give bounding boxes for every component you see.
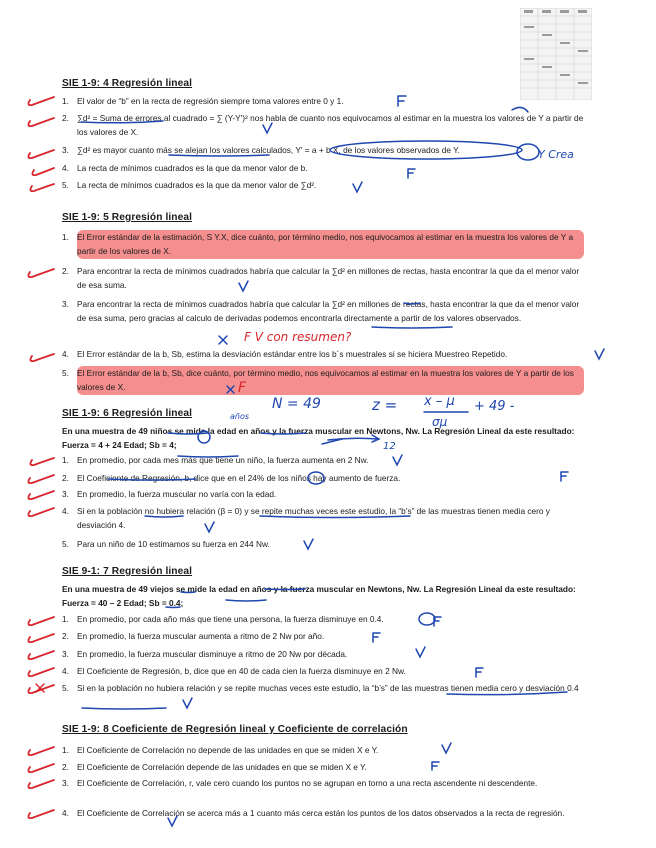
item-text: Para encontrar la recta de mínimos cuadrados habría que calcular la ∑d² en millones de rectas, hasta encontrar la que da el menor valor de esa suma, pero gracias al calculo de derivadas podemos encontrarla directamente a partir de los valores observados. bbox=[77, 299, 580, 324]
item-number: 1. bbox=[62, 455, 69, 465]
item-text: ∑d² es mayor cuanto más se alejan los valores calculados, Y' = a + b X, de los valores observados de Y. bbox=[77, 145, 460, 155]
item-text: El Error estándar de la estimación, S Y.X, dice cuánto, por término medio, nos equivocamos al estimar en la muestra los valores de Y a partir de los valores de X. bbox=[77, 230, 584, 259]
section-title-sie-6: SIE 1-9: 6 Regresión lineal bbox=[62, 408, 193, 419]
question-item bbox=[62, 453, 584, 467]
item-text: Para encontrar la recta de mínimos cuadrados habría que calcular la ∑d² en millones de rectas, hasta encontrar la que da el menor valor de esa suma. bbox=[77, 266, 580, 291]
item-number: 5. bbox=[62, 180, 69, 190]
item-number: 3. bbox=[62, 649, 69, 659]
item-number: 1. bbox=[62, 614, 69, 624]
item-number: 4. bbox=[62, 666, 69, 676]
section-title-sie-8: SIE 1-9: 8 Coeficiente de Regresión lineal y Coeficiente de correlación bbox=[62, 724, 408, 735]
section-title-sie-5: SIE 1-9: 5 Regresión lineal bbox=[62, 212, 193, 223]
item-text: En promedio, la fuerza muscular aumenta a ritmo de 2 Nw por año. bbox=[77, 631, 325, 641]
item-number: 4. bbox=[62, 163, 69, 173]
item-text: El Coeficiente de Correlación se acerca más a 1 cuanto más cerca están los puntos de los datos observados a la recta de regresión. bbox=[77, 808, 565, 818]
item-text: El valor de “b” en la recta de regresión siempre toma valores entre 0 y 1. bbox=[77, 96, 344, 106]
question-item bbox=[62, 347, 584, 361]
question-item bbox=[62, 664, 584, 678]
section-title-sie-7: SIE 9-1: 7 Regresión lineal bbox=[62, 566, 193, 577]
question-item bbox=[62, 629, 584, 643]
question-item bbox=[62, 143, 584, 157]
item-number: 4. bbox=[62, 808, 69, 818]
question-item bbox=[62, 806, 584, 820]
annotation-anos: años bbox=[230, 412, 250, 421]
annotation-red-f: F bbox=[238, 380, 247, 396]
item-text: Para un niño de 10 estimamos su fuerza en 244 Nw. bbox=[77, 539, 270, 549]
question-item bbox=[62, 487, 584, 501]
question-item bbox=[62, 178, 584, 192]
item-text: El Coeficiente de Regresión, b, dice que en el 24% de los niños hay aumento de fuerza. bbox=[77, 473, 401, 483]
question-item bbox=[62, 264, 584, 293]
item-number: 1. bbox=[62, 232, 69, 242]
annotation-twelve: 12 bbox=[383, 441, 396, 452]
item-text: Si en la población no hubiera relación (β = 0) y se repite muchas veces este estudio, la “b’s” de las muestras tienen media cero y desviación 4. bbox=[77, 506, 550, 531]
question-item-highlighted bbox=[62, 366, 584, 395]
question-item bbox=[62, 111, 584, 140]
item-number: 3. bbox=[62, 489, 69, 499]
question-item bbox=[62, 743, 584, 757]
item-text: El Coeficiente de Correlación depende de las unidades en que se miden X e Y. bbox=[77, 762, 367, 772]
item-number: 2. bbox=[62, 631, 69, 641]
item-text: En promedio, la fuerza muscular disminuye a ritmo de 20 Nw por década. bbox=[77, 649, 348, 659]
item-number: 5. bbox=[62, 683, 69, 693]
item-text: En promedio, la fuerza muscular no varía con la edad. bbox=[77, 489, 277, 499]
item-number: 2. bbox=[62, 113, 69, 123]
item-number: 2. bbox=[62, 266, 69, 276]
question-item bbox=[62, 612, 584, 626]
annotation-z-denominator: σμ bbox=[432, 415, 448, 429]
item-text: El Error estándar de la b, Sb, estima la desviación estándar entre los b´s muestrales si se hiciera Muestreo Repetido. bbox=[77, 349, 508, 359]
item-number: 4. bbox=[62, 349, 69, 359]
item-text: En promedio, por cada año más que tiene una persona, la fuerza disminuye en 0.4. bbox=[77, 614, 384, 624]
item-text: El Coeficiente de Correlación no depende de las unidades en que se miden X e Y. bbox=[77, 745, 379, 755]
question-item bbox=[62, 161, 584, 175]
annotation-z-tail: + 49 - bbox=[474, 399, 515, 414]
thumbnail-table-image bbox=[520, 8, 592, 100]
item-text: Si en la población no hubiera relación y se repite muchas veces este estudio, la “b’s” de las muestras tienen media cero y desviación 0.4 bbox=[77, 683, 579, 693]
item-number: 2. bbox=[62, 762, 69, 772]
section-title-sie-4: SIE 1-9: 4 Regresión lineal bbox=[62, 78, 193, 89]
question-item bbox=[62, 504, 584, 533]
annotation-z-numerator: x – μ bbox=[424, 394, 455, 409]
item-number: 5. bbox=[62, 539, 69, 549]
question-item bbox=[62, 681, 584, 695]
item-number: 5. bbox=[62, 368, 69, 378]
item-number: 4. bbox=[62, 506, 69, 516]
problem-statement: En una muestra de 49 viejos se mide la edad en años y la fuerza muscular en Newtons, Nw. La Regresión Lineal da este resultado: Fuerza = 40 – 2 Edad; Sb = 0.4; bbox=[62, 584, 576, 608]
item-number: 1. bbox=[62, 745, 69, 755]
item-text: La recta de mínimos cuadrados es la que da menor valor de b. bbox=[77, 163, 308, 173]
problem-statement: En una muestra de 49 niños se mide la edad en años y la fuerza muscular en Newtons, Nw. La Regresión Lineal da este resultado: Fuerza = 4 + 24 Edad; Sb = 4; bbox=[62, 426, 575, 450]
item-text: La recta de mínimos cuadrados es la que da menor valor de ∑d². bbox=[77, 180, 317, 190]
item-text: ∑d² = Suma de errores al cuadrado = ∑ (Y-Y')² nos habla de cuanto nos equivocamos al estimar en la muestra los valores de Y a partir de los valores de X. bbox=[77, 113, 584, 138]
question-item bbox=[62, 537, 584, 551]
item-text: En promedio, por cada mes más que tiene un niño, la fuerza aumenta en 2 Nw. bbox=[77, 455, 369, 465]
item-number: 1. bbox=[62, 96, 69, 106]
item-number: 2. bbox=[62, 473, 69, 483]
item-text: El Coeficiente de Regresión, b, dice que en 40 de cada cien la fuerza disminuye en 2 Nw. bbox=[77, 666, 406, 676]
annotation-n-49: N = 49 bbox=[272, 396, 321, 412]
annotation-red-text: F V con resumen? bbox=[244, 330, 352, 344]
item-number: 3. bbox=[62, 778, 69, 788]
question-item bbox=[62, 760, 584, 774]
item-number: 3. bbox=[62, 145, 69, 155]
item-text: El Error estándar de la b, Sb, dice cuánto, por término medio, nos equivocamos al estimar en la muestra los valores de Y a partir de los valores de X. bbox=[77, 366, 584, 395]
annotation-crea: Y Crea bbox=[538, 148, 574, 161]
question-item bbox=[62, 776, 584, 790]
item-text: El Coeficiente de Correlación, r, vale cero cuando los puntos no se agrupan en torno a una recta ascendente ni descendente. bbox=[77, 778, 538, 788]
annotation-z-equals: z = bbox=[372, 396, 398, 414]
red-tick-marks bbox=[28, 97, 54, 818]
question-item bbox=[62, 647, 584, 661]
question-item bbox=[62, 94, 584, 108]
question-item bbox=[62, 471, 584, 485]
question-item-highlighted bbox=[62, 230, 584, 259]
item-number: 3. bbox=[62, 299, 69, 309]
question-item bbox=[62, 297, 584, 326]
